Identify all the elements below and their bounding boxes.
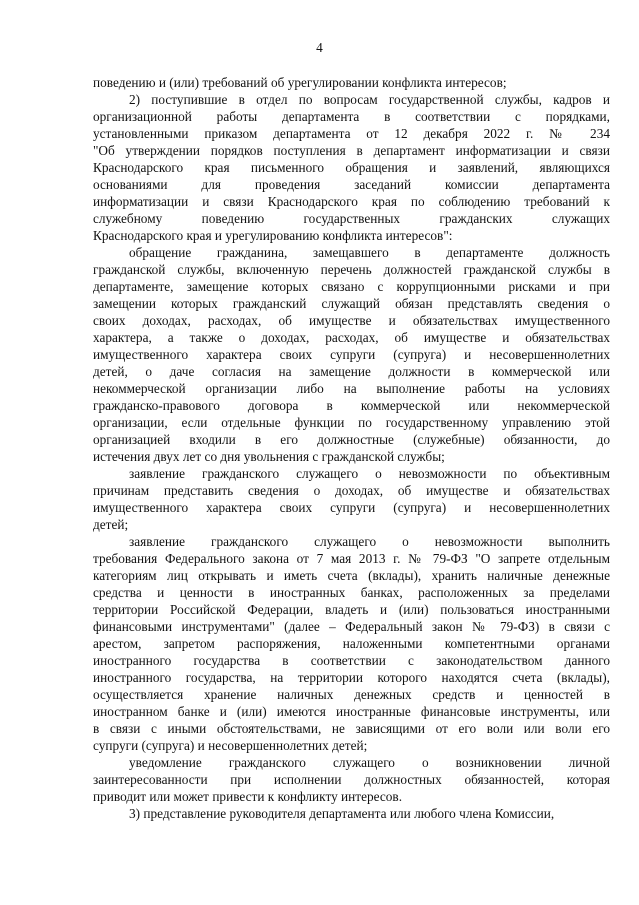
text-line: установленными приказом департамента от 12 декабря 2022 г. № 234 bbox=[93, 126, 610, 141]
text-line: обращение гражданина, замещавшего в департаменте должность bbox=[129, 245, 610, 260]
text-line: гражданской службы, включенную перечень должностей гражданской службы в bbox=[93, 262, 610, 277]
text-line: приводит или может привести к конфликту интересов. bbox=[93, 789, 403, 804]
text-line: арестом, запретом распоряжения, наложенными компетентными органами bbox=[93, 636, 610, 651]
document-body bbox=[93, 74, 610, 822]
paragraph bbox=[93, 244, 610, 465]
text-line: гражданско-правового договора в коммерческой или некоммерческой bbox=[93, 398, 610, 413]
text-line: поведению и (или) требований об урегулировании конфликта интересов; bbox=[93, 75, 507, 90]
text-line: некоммерческой организации либо на выполнение работы на условиях bbox=[93, 381, 610, 396]
paragraph bbox=[93, 754, 610, 805]
paragraph bbox=[93, 91, 610, 244]
text-line: супруги (супруга) и несовершеннолетних детей; bbox=[93, 738, 368, 753]
paragraph bbox=[93, 465, 610, 533]
text-line: организацией входили в его должностные (служебные) обязанности, до bbox=[93, 432, 610, 447]
text-line: характера, а также о доходах, расходах, об имуществе и обязательствах bbox=[93, 330, 610, 345]
text-line: замещении которых гражданский служащий обязан представлять сведения о bbox=[93, 296, 610, 311]
text-line: своих доходах, расходах, об имуществе и обязательствах имущественного bbox=[93, 313, 610, 328]
text-line: в связи с иными обстоятельствами, не зависящими от его воли или воли его bbox=[93, 721, 610, 736]
text-line: департаменте, замещение которых связано с коррупционными рисками и при bbox=[93, 279, 610, 294]
text-line: категориям лиц открывать и иметь счета (вклады), хранить наличные денежные bbox=[93, 568, 610, 583]
text-line: имущественного характера своих супруги (супруга) и несовершеннолетних bbox=[93, 347, 610, 362]
text-line: иностранном банке и (или) имеются иностранные финансовые инструменты, или bbox=[93, 704, 610, 719]
text-line: территории Российской Федерации, владеть и (или) пользоваться иностранными bbox=[93, 602, 610, 617]
page-number: 4 bbox=[316, 40, 323, 55]
text-line: служебному поведению государственных гражданских служащих bbox=[93, 211, 610, 226]
text-line: 2) поступившие в отдел по вопросам государственной службы, кадров и bbox=[129, 92, 610, 107]
text-line: причинам представить сведения о доходах, об имуществе и обязательствах bbox=[93, 483, 610, 498]
text-line: средства и ценности в иностранных банках, расположенных за пределами bbox=[93, 585, 610, 600]
text-line: информатизации и связи Краснодарского края по соблюдению требований к bbox=[93, 194, 610, 209]
text-line: "Об утверждении порядков поступления в департамент информатизации и связи bbox=[93, 143, 610, 158]
text-line: требования Федерального закона от 7 мая 2013 г. № 79-ФЗ "О запрете отдельным bbox=[93, 551, 610, 566]
text-line: заявление гражданского служащего о невозможности по объективным bbox=[129, 466, 610, 481]
text-line: организационной работы департамента в соответствии с порядками, bbox=[93, 109, 610, 124]
text-line: основаниями для проведения заседаний комиссии департамента bbox=[93, 177, 610, 192]
paragraph bbox=[93, 533, 610, 754]
paragraph bbox=[93, 74, 610, 91]
text-line: Краснодарского края письменного обращения и заявлений, являющихся bbox=[93, 160, 610, 175]
text-line: Краснодарского края и урегулированию конфликта интересов": bbox=[93, 228, 453, 243]
text-line: детей; bbox=[93, 517, 129, 532]
text-line: иностранного государства, на территории которого находятся счета (вклады), bbox=[93, 670, 610, 685]
paragraph bbox=[93, 805, 610, 822]
text-line: заинтересованности при исполнении должностных обязанностей, которая bbox=[93, 772, 610, 787]
text-line: истечения двух лет со дня увольнения с гражданской службы; bbox=[93, 449, 445, 464]
text-line: заявление гражданского служащего о невозможности выполнить bbox=[129, 534, 610, 549]
text-line: 3) представление руководителя департамента или любого члена Комиссии, bbox=[129, 806, 555, 821]
text-line: иностранного государства в соответствии с законодательством данного bbox=[93, 653, 610, 668]
text-line: детей, о даче согласия на замещение должности в коммерческой или bbox=[93, 364, 610, 379]
text-line: организации, если отдельные функции по государственному управлению этой bbox=[93, 415, 610, 430]
text-line: финансовыми инструментами" (далее – Федеральный закон № 79-ФЗ) в связи с bbox=[93, 619, 610, 634]
text-line: имущественного характера своих супруги (супруга) и несовершеннолетних bbox=[93, 500, 610, 515]
text-line: осуществляется хранение наличных денежных средств и ценностей в bbox=[93, 687, 610, 702]
text-line: уведомление гражданского служащего о возникновении личной bbox=[129, 755, 610, 770]
